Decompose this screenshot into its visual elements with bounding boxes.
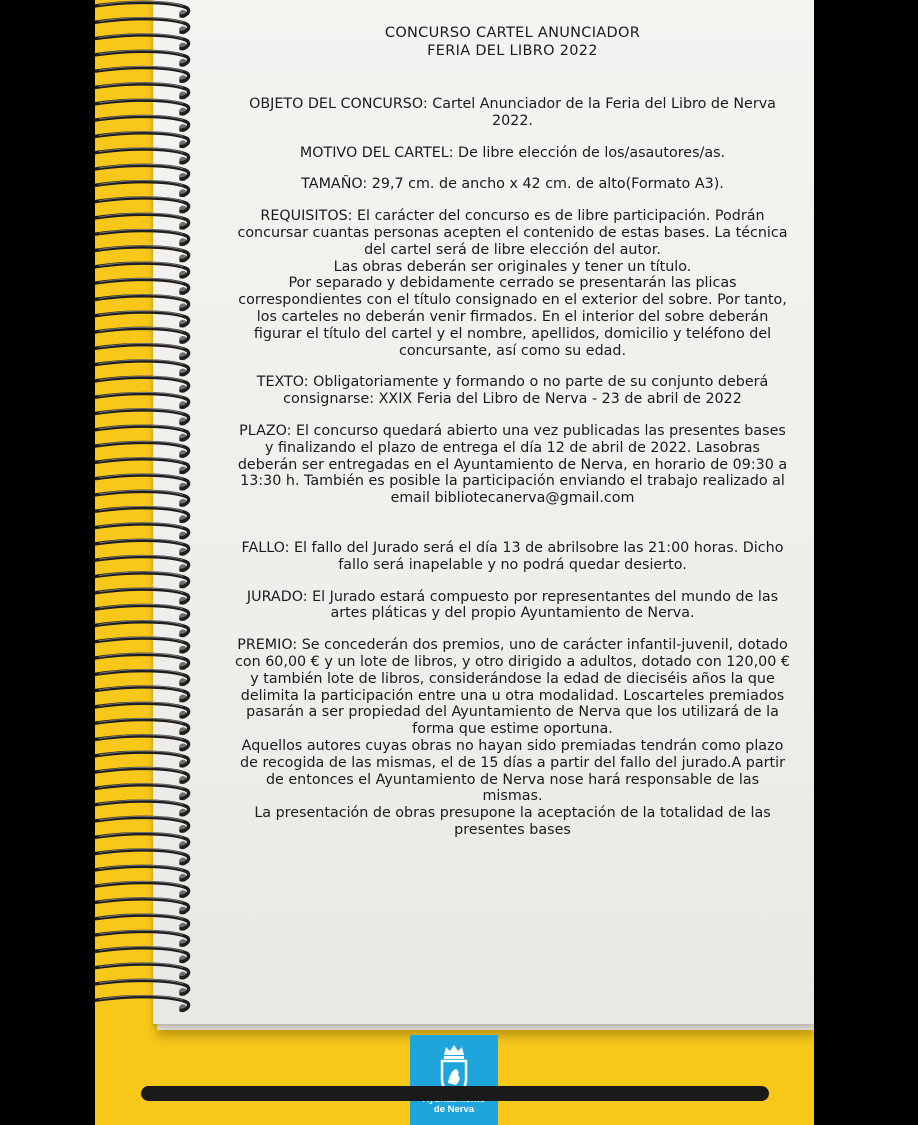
spiral-coil [95, 344, 189, 361]
premio-paragraph: PREMIO: Se concederán dos premios, uno de carácter infantil-juvenil, dotado con 60,00 € y un lote de libros, y otro dirigido a adultos, dotado con 120,00 € y también lote de libros, considerándose la edad de dieciséis años la que delimita la participación entre una u otra modalidad. Loscarteles premiados pasarán a ser propiedad del Ayuntamiento de Nerva que los utilizará de la forma que estime oportuna. [235, 637, 790, 738]
horizontal-scrollbar[interactable] [141, 1086, 769, 1101]
spiral-coil [95, 767, 189, 784]
spiral-coil [95, 164, 189, 181]
requisitos-originales: Las obras deberán ser originales y tener un título. [333, 258, 692, 275]
spiral-coil [95, 979, 189, 996]
spiral-coil [95, 865, 189, 882]
spiral-coil [95, 311, 189, 328]
spiral-binding [95, 0, 215, 1030]
spiral-coil [95, 1, 189, 18]
spiral-coil [95, 360, 189, 377]
spiral-coil [95, 702, 189, 719]
spiral-coil [95, 588, 189, 605]
spiral-coil [95, 409, 189, 426]
spiral-coil [95, 898, 189, 915]
spiral-coil [95, 99, 189, 116]
requisitos-paragraph: REQUISITOS: El carácter del concurso es de libre participación. Podrán concursar cuantas personas acepten el contenido de estas bases. La técnica del cartel será de libre elección del autor. [237, 208, 788, 258]
spiral-coil [95, 816, 189, 833]
spiral-coil [95, 718, 189, 735]
spiral-coil [95, 735, 189, 752]
spiral-coil [95, 278, 189, 295]
poster-title-line2: FERIA DEL LIBRO 2022 [427, 43, 598, 59]
fallo-paragraph: FALLO: El fallo del Jurado será el día 13 de abrilsobre las 21:00 horas. Dicho fallo será inapelable y no podrá quedar desierto. [241, 539, 784, 573]
spiral-coil [95, 229, 189, 246]
spiral-coil [95, 50, 189, 67]
spiral-coil [95, 833, 189, 850]
spiral-coil [95, 295, 189, 312]
spiral-coil [95, 572, 189, 589]
spiral-coil [95, 686, 189, 703]
poster-text [235, 24, 790, 839]
spiral-coil [95, 18, 189, 35]
spiral-coil [95, 181, 189, 198]
spiral-coil [95, 376, 189, 393]
spiral-coil [95, 83, 189, 100]
plazo-paragraph: PLAZO: El concurso quedará abierto una vez publicadas las presentes bases y finalizando el plazo de entrega el día 12 de abril de 2022. Lasobras deberán ser entregadas en el Ayuntamiento de Nerva, en horario de 09:30 a 13:30 h. También es posible la participación enviando el trabajo realizado al email bibliotecanerva@gmail.com [237, 422, 788, 507]
spiral-coil [95, 197, 189, 214]
ayuntamiento-logo [410, 1035, 498, 1125]
spiral-coil [95, 246, 189, 263]
texto-paragraph: TEXTO: Obligatoriamente y formando o no parte de su conjunto deberá consignarse: XXIX Feria del Libro de Nerva - 23 de abril de 2022 [256, 374, 769, 408]
spiral-coil [95, 262, 189, 279]
premio-recogida: Aquellos autores cuyas obras no hayan sido premiadas tendrán como plazo de recogida de las mismas, el de 15 días a partir del fallo del jurado.A partir de entonces el Ayuntamiento de Nerva nose hará responsable de las mismas. [240, 737, 785, 805]
spiral-coil [95, 523, 189, 540]
spiral-coil [95, 34, 189, 51]
spiral-coil [95, 621, 189, 638]
spiral-coil [95, 132, 189, 149]
spiral-coil [95, 849, 189, 866]
spiral-coil [95, 930, 189, 947]
spiral-coil [95, 963, 189, 980]
poster-title [235, 24, 790, 60]
spiral-coil [95, 784, 189, 801]
spiral-coil [95, 392, 189, 409]
spiral-coil [95, 653, 189, 670]
spiral-coil [95, 66, 189, 83]
spiral-coil [95, 555, 189, 572]
spiral-coil [95, 751, 189, 768]
spiral-coil [95, 881, 189, 898]
requisitos-plicas: Por separado y debidamente cerrado se presentarán las plicas correspondientes con el título consignado en el exterior del sobre. Por tanto, los carteles no deberán venir firmados. En el interior del sobre deberán figurar el título del cartel y el nombre, apellidos, domicilio y teléfono del concursante, así como su edad. [238, 275, 787, 359]
objeto-paragraph: OBJETO DEL CONCURSO: Cartel Anunciador de la Feria del Libro de Nerva 2022. [249, 96, 776, 129]
spiral-coil [95, 539, 189, 556]
poster-title-line1: CONCURSO CARTEL ANUNCIADOR [384, 25, 641, 41]
spiral-coil [95, 947, 189, 964]
spiral-coil [95, 490, 189, 507]
spiral-coil [95, 441, 189, 458]
logo-line2: de Nerva [433, 1104, 475, 1115]
spiral-coil [95, 604, 189, 621]
spiral-coil [95, 996, 189, 1013]
poster-background [95, 0, 814, 1125]
spiral-coil [95, 148, 189, 165]
spiral-coil [95, 914, 189, 931]
jurado-paragraph: JURADO: El Jurado estará compuesto por representantes del mundo de las artes pláticas y del propio Ayuntamiento de Nerva. [246, 588, 779, 622]
spiral-coil [95, 115, 189, 132]
motivo-paragraph: MOTIVO DEL CARTEL: De libre elección de los/asautores/as. [299, 144, 726, 161]
spiral-coil [95, 637, 189, 654]
spiral-coil [95, 800, 189, 817]
spiral-coil [95, 213, 189, 230]
premio-aceptacion: La presentación de obras presupone la aceptación de la totalidad de las presentes bases [254, 805, 771, 838]
tamano-paragraph: TAMAÑO: 29,7 cm. de ancho x 42 cm. de alto(Formato A3). [301, 176, 724, 193]
spiral-coil [95, 670, 189, 687]
spiral-coil [95, 458, 189, 475]
spiral-coil [95, 474, 189, 491]
spiral-coil [95, 327, 189, 344]
spiral-coil [95, 507, 189, 524]
spiral-coil [95, 425, 189, 442]
